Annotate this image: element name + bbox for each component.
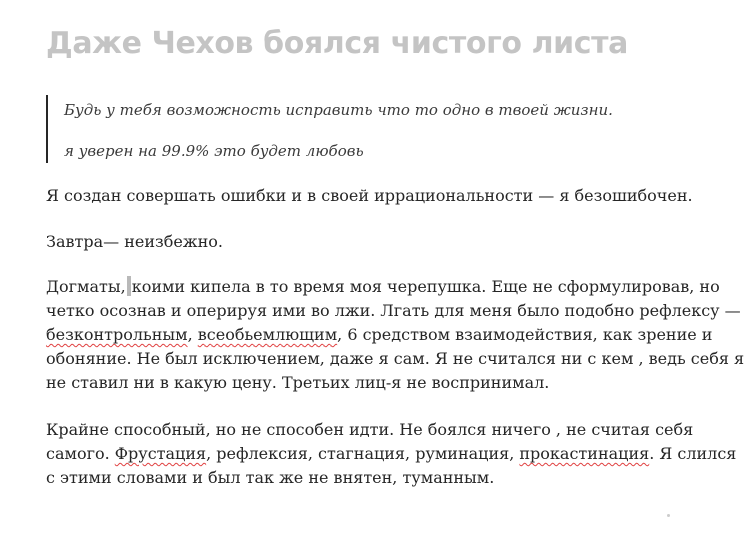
text-fragment: , 6 средством взаимодействия, как зрение и <box>337 325 713 344</box>
quote-line-2[interactable]: я уверен на 99.9% это будет любовь <box>64 142 364 160</box>
paragraph-1[interactable] <box>46 184 693 208</box>
paragraph-3-line-4: обоняние. Не был исключением, даже я сам. Я не считался ни с кем , ведь себя я <box>46 349 744 368</box>
text-cursor <box>127 276 131 296</box>
paragraph-2[interactable] <box>46 230 676 254</box>
paragraph-4[interactable] <box>46 418 737 490</box>
paragraph-3-line-1-start: Догматы, <box>46 277 126 296</box>
document-title[interactable]: Даже Чехов боялся чистого листа <box>46 26 629 61</box>
quote-line-1[interactable]: Будь у тебя возможность исправить что то одно в твоей жизни. <box>64 101 613 119</box>
text-fragment: , <box>187 325 198 344</box>
misspelled-word[interactable]: всеобьемлющим <box>197 325 338 344</box>
text-fragment: . Я слился <box>649 444 737 463</box>
text-fragment: , рефлексия, стагнация, руминация, <box>206 444 520 463</box>
paragraph-3-line-1-end: коими кипела в то время моя черепушка. Еще не сформулировав, но <box>131 277 720 296</box>
paragraph-2-line-1: Завтра— неизбежно. <box>46 232 223 251</box>
misspelled-word[interactable]: Фрустация <box>114 444 207 463</box>
paragraph-1-line-1: Я создан совершать ошибки и в своей иррациональности — я безошибочен. <box>46 186 693 205</box>
text-fragment: самого. <box>46 444 115 463</box>
paragraph-4-line-2 <box>46 442 737 466</box>
paragraph-3-line-5: не ставил ни в какую цену. Третьих лиц-я не воспринимал. <box>46 373 550 392</box>
paragraph-3[interactable] <box>46 275 744 395</box>
resize-handle-dot <box>667 514 670 517</box>
paragraph-3-line-3 <box>46 323 713 347</box>
paragraph-4-line-1: Крайне способный, но не способен идти. Не боялся ничего , не считая себя <box>46 420 694 439</box>
misspelled-word[interactable]: прокастинация <box>519 444 650 463</box>
paragraph-3-line-2: четко осознав и оперируя ими во лжи. Лгать для меня было подобно рефлексу — <box>46 301 741 320</box>
misspelled-word[interactable]: безконтрольным <box>46 325 188 344</box>
blockquote[interactable] <box>46 95 648 163</box>
paragraph-4-line-3: с этими словами и был так же не внятен, туманным. <box>46 468 495 487</box>
paragraph-3-line-1 <box>46 275 720 299</box>
